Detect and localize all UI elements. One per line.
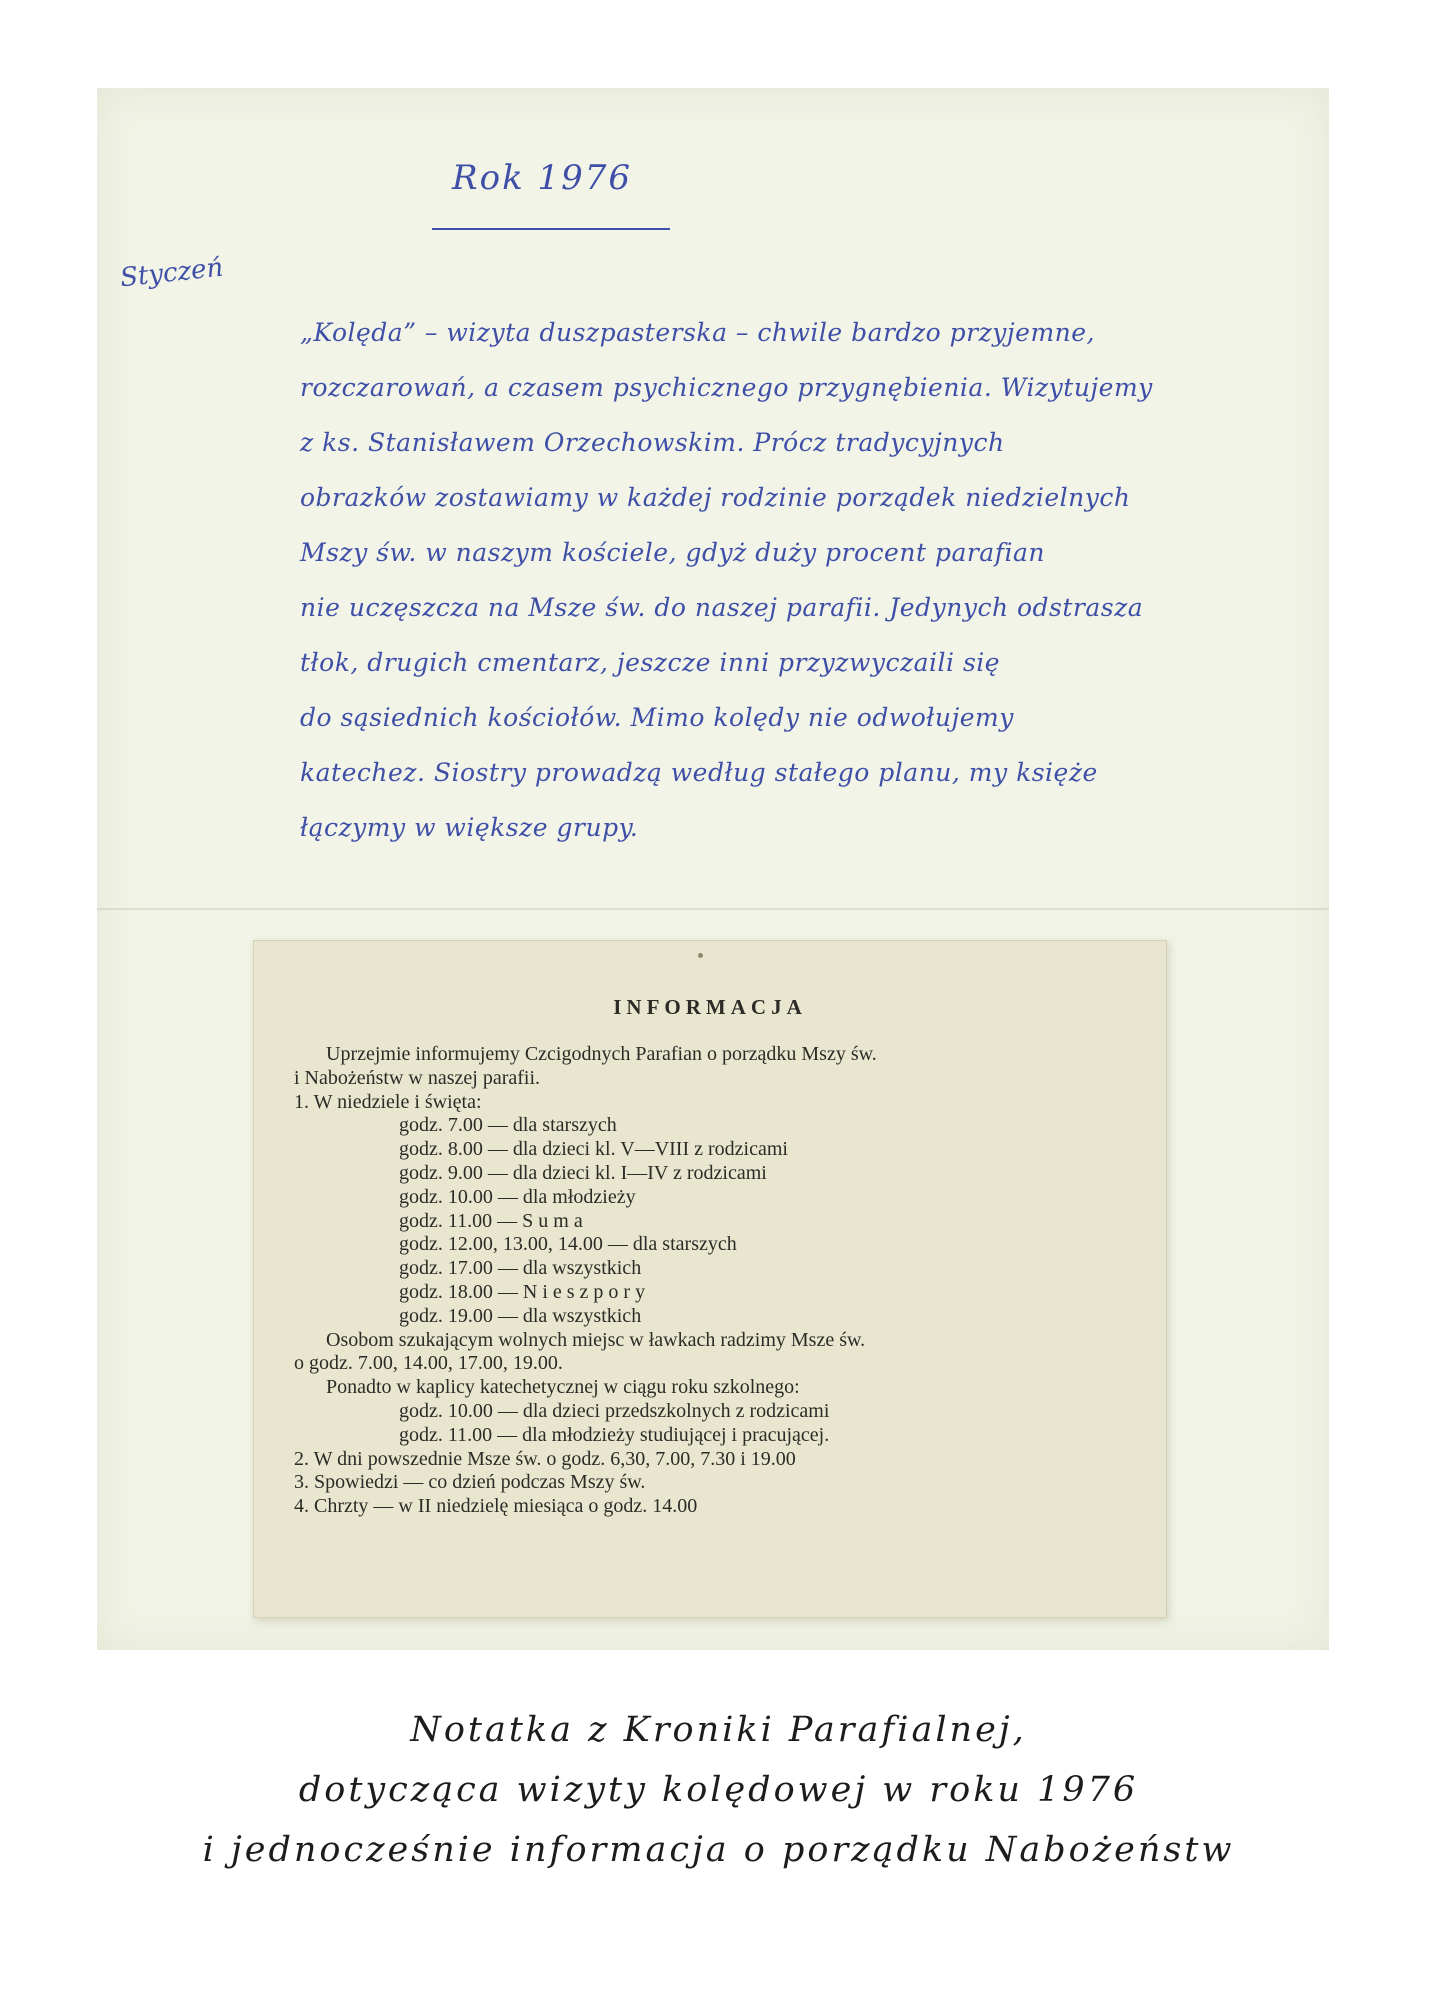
schedule-row: godz. 9.00 — dla dzieci kl. I—IV z rodzicami [399, 1161, 767, 1184]
handwritten-note [300, 305, 1310, 855]
note-line: obrazków zostawiamy w każdej rodzinie porządek niedzielnych [300, 483, 1131, 512]
card-intro-line: i Nabożeństw w naszej parafii. [294, 1066, 541, 1089]
note-line: tłok, drugich cmentarz, jeszcze inni przyzwyczaili się [300, 648, 1001, 677]
schedule-row: godz. 7.00 — dla starszych [399, 1114, 617, 1137]
page-fold [97, 908, 1329, 910]
schedule-row: godz. 10.00 — dla młodzieży [399, 1185, 636, 1208]
chapel-row: godz. 10.00 — dla dzieci przedszkolnych z rodzicami [399, 1399, 830, 1422]
month-label: Styczeń [118, 252, 225, 294]
schedule-row: godz. 8.00 — dla dzieci kl. V—VIII z rodzicami [399, 1138, 788, 1161]
chronicle-year-heading: Rok 1976 [452, 158, 633, 198]
note-line: z ks. Stanisławem Orzechowskim. Prócz tradycyjnych [300, 428, 1005, 457]
photo-caption [0, 1700, 1437, 1880]
chapel-row: godz. 11.00 — dla młodzieży studiującej i pracującej. [399, 1423, 830, 1446]
card-list-item-4: 4. Chrzty — w II niedzielę miesiąca o godz. 14.00 [294, 1495, 698, 1518]
schedule-row: godz. 17.00 — dla wszystkich [399, 1257, 642, 1280]
schedule-row: godz. 11.00 — S u m a [399, 1209, 583, 1232]
note-line: „Kolęda” – wizyta duszpasterska – chwile bardzo przyjemne, [300, 318, 1095, 347]
chapel-intro: Ponadto w kaplicy katechetycznej w ciągu roku szkolnego: [326, 1376, 800, 1399]
card-dot [698, 953, 703, 958]
schedule-row: godz. 19.00 — dla wszystkich [399, 1304, 642, 1327]
schedule-row: godz. 12.00, 13.00, 14.00 — dla starszych [399, 1233, 737, 1256]
card-list-item-1: 1. W niedziele i święta: [294, 1090, 482, 1113]
card-body [294, 1043, 1144, 1519]
heading-underline [432, 228, 670, 230]
caption-line: dotycząca wizyty kolędowej w roku 1976 [298, 1770, 1139, 1810]
card-list-item-2: 2. W dni powszednie Msze św. o godz. 6,30, 7.00, 7.30 i 19.00 [294, 1447, 796, 1470]
note-line: łączymy w większe grupy. [300, 813, 639, 842]
note-line: rozczarowań, a czasem psychicznego przygnębienia. Wizytujemy [300, 373, 1153, 402]
note-line: do sąsiednich kościołów. Mimo kolędy nie odwołujemy [300, 703, 1014, 732]
caption-line: Notatka z Kroniki Parafialnej, [410, 1710, 1027, 1750]
seats-advice-line: Osobom szukającym wolnych miejsc w ławkach radzimy Msze św. [326, 1328, 866, 1351]
schedule-row: godz. 18.00 — N i e s z p o r y [399, 1280, 646, 1303]
note-line: nie uczęszcza na Msze św. do naszej parafii. Jedynych odstrasza [300, 593, 1144, 622]
caption-line: i jednocześnie informacja o porządku Nabożeństw [202, 1830, 1235, 1870]
note-line: Mszy św. w naszym kościele, gdyż duży procent parafian [300, 538, 1045, 567]
card-list-item-3: 3. Spowiedzi — co dzień podczas Mszy św. [294, 1471, 646, 1494]
seats-advice-line: o godz. 7.00, 14.00, 17.00, 19.00. [294, 1352, 563, 1375]
card-title: INFORMACJA [613, 995, 807, 1019]
information-card [253, 940, 1167, 1618]
note-line: katechez. Siostry prowadzą według stałego planu, my księże [300, 758, 1098, 787]
card-intro-line: Uprzejmie informujemy Czcigodnych Parafian o porządku Mszy św. [326, 1043, 877, 1065]
